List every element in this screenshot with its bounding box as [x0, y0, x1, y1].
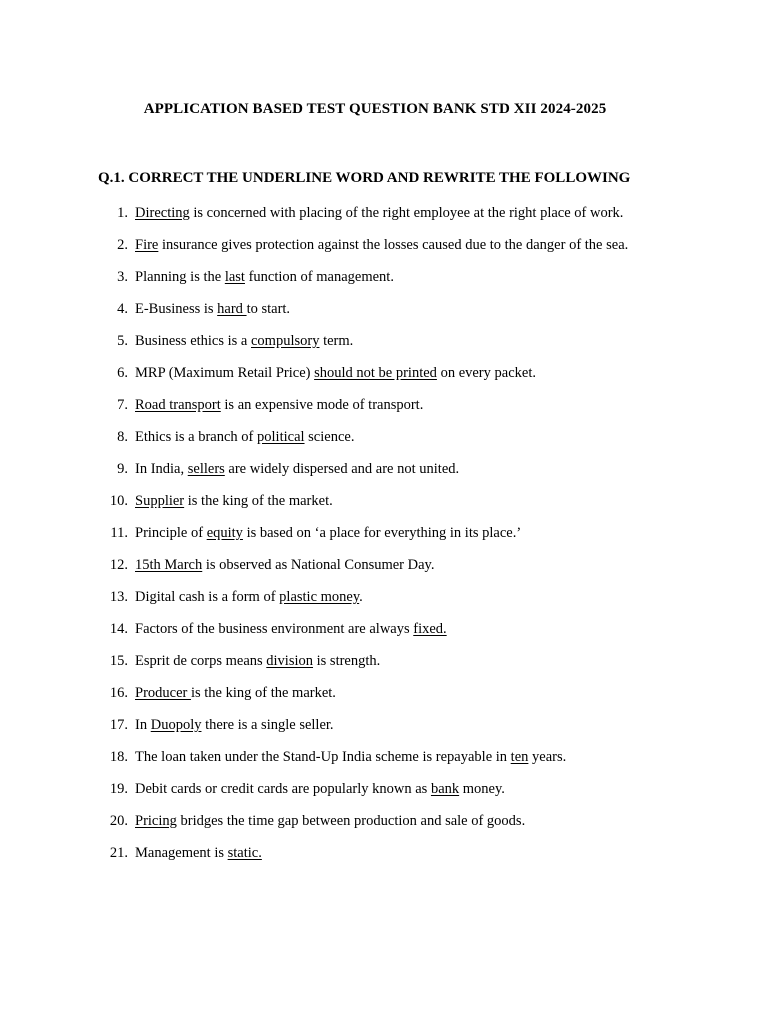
underlined-word: plastic money [279, 589, 360, 605]
question-text [135, 397, 423, 413]
question-item [0, 204, 635, 222]
underlined-word: Supplier [135, 493, 185, 509]
underlined-word: Duopoly [150, 717, 202, 733]
question-item [0, 236, 635, 254]
question-text-before: In [135, 717, 151, 733]
underlined-word: Directing [135, 205, 190, 221]
question-text-before: Ethics is a branch of [135, 429, 258, 445]
question-text-after: science. [304, 429, 355, 445]
document-title: APPLICATION BASED TEST QUESTION BANK STD XII 2024-2025 [143, 101, 607, 117]
question-text-before: Esprit de corps means [135, 653, 267, 669]
question-text [135, 429, 354, 445]
question-number: 4. [117, 301, 128, 317]
question-text [135, 301, 290, 317]
underlined-word: compulsory [251, 333, 320, 349]
question-text [135, 749, 566, 765]
question-number: 9. [117, 461, 128, 477]
question-text-after: is strength. [313, 653, 381, 669]
question-text-before: Principle of [135, 525, 207, 541]
question-text-before: MRP (Maximum Retail Price) [135, 365, 315, 381]
question-text-after: is based on ‘a place for everything in its place.’ [242, 525, 522, 541]
underlined-word: static. [227, 845, 262, 861]
underlined-word: last [224, 269, 245, 285]
question-text [135, 621, 447, 637]
underlined-word: sellers [187, 461, 225, 477]
question-text-after: is concerned with placing of the right employee at the right place of work. [189, 205, 624, 221]
question-text [135, 717, 334, 733]
question-item [0, 300, 635, 318]
question-number: 21. [109, 845, 128, 861]
question-text-after: is the king of the market. [184, 493, 333, 509]
question-text-before: Debit cards or credit cards are popularly known as [135, 781, 431, 797]
question-text-after: function of management. [244, 269, 394, 285]
question-number: 5. [117, 333, 128, 349]
question-text [135, 525, 521, 541]
question-text-after: there is a single seller. [201, 717, 334, 733]
question-text [135, 365, 536, 381]
question-text [135, 781, 505, 797]
underlined-word: political [257, 429, 305, 445]
question-text [135, 845, 262, 861]
question-text-after: are widely dispersed and are not united. [224, 461, 460, 477]
question-text-after: term. [319, 333, 354, 349]
question-text [135, 237, 628, 253]
question-text-before: Digital cash is a form of [135, 589, 280, 605]
question-number: 3. [117, 269, 128, 285]
question-text [135, 205, 623, 221]
question-number: 1. [117, 205, 128, 221]
question-item [0, 652, 635, 670]
question-item [0, 364, 635, 382]
underlined-word: division [266, 653, 314, 669]
question-item [0, 780, 635, 798]
question-number: 10. [109, 493, 128, 509]
question-item [0, 844, 635, 862]
question-text-before: In India, [135, 461, 188, 477]
question-text-before: Business ethics is a [135, 333, 251, 349]
underlined-word: hard [217, 301, 247, 317]
question-text-before: E-Business is [135, 301, 218, 317]
question-number: 13. [109, 589, 128, 605]
underlined-word: Pricing [135, 813, 177, 829]
question-item [0, 396, 635, 414]
question-text [135, 333, 353, 349]
underlined-word: 15th March [135, 557, 203, 573]
question-item [0, 588, 635, 606]
question-item [0, 684, 635, 702]
question-item [0, 460, 635, 478]
question-text [135, 557, 434, 573]
question-text [135, 685, 336, 701]
question-text-after: . [359, 589, 363, 605]
question-item [0, 748, 635, 766]
question-text-after: bridges the time gap between production and sale of goods. [176, 813, 526, 829]
question-number: 11. [110, 525, 128, 541]
question-number: 6. [117, 365, 128, 381]
question-item [0, 332, 635, 350]
question-text-before: Planning is the [135, 269, 225, 285]
question-number: 19. [109, 781, 128, 797]
question-text [135, 813, 525, 829]
question-item [0, 716, 635, 734]
question-text-after: insurance gives protection against the losses caused due to the danger of the sea. [158, 237, 629, 253]
question-number: 7. [117, 397, 128, 413]
question-text-before: Management is [135, 845, 228, 861]
question-item [0, 524, 635, 542]
question-number: 17. [109, 717, 128, 733]
question-number: 15. [109, 653, 128, 669]
question-text-after: years. [528, 749, 567, 765]
question-text [135, 269, 394, 285]
question-item [0, 812, 635, 830]
section-heading: Q.1. CORRECT THE UNDERLINE WORD AND REWRITE THE FOLLOWING [98, 170, 631, 186]
question-item [0, 428, 635, 446]
question-number: 8. [117, 429, 128, 445]
question-text [135, 493, 333, 509]
question-item [0, 620, 635, 638]
underlined-word: ten [510, 749, 529, 765]
question-text [135, 653, 380, 669]
question-item [0, 492, 635, 510]
question-list [0, 204, 768, 876]
question-text-after: is observed as National Consumer Day. [202, 557, 435, 573]
underlined-word: Fire [135, 237, 159, 253]
question-text-before: Factors of the business environment are always [135, 621, 414, 637]
underlined-word: Road transport [135, 397, 221, 413]
question-text-after: is the king of the market. [190, 685, 336, 701]
question-number: 16. [109, 685, 128, 701]
underlined-word: fixed. [413, 621, 447, 637]
question-text-after: money. [459, 781, 505, 797]
underlined-word: should not be printed [314, 365, 437, 381]
question-text-after: is an expensive mode of transport. [220, 397, 424, 413]
question-number: 12. [109, 557, 128, 573]
question-text [135, 461, 459, 477]
question-text-after: to start. [246, 301, 291, 317]
question-number: 14. [109, 621, 128, 637]
question-number: 18. [109, 749, 128, 765]
question-item [0, 556, 635, 574]
question-text-before: The loan taken under the Stand-Up India scheme is repayable in [135, 749, 511, 765]
question-number: 2. [117, 237, 128, 253]
question-item [0, 268, 635, 286]
question-text-after: on every packet. [436, 365, 536, 381]
question-number: 20. [109, 813, 128, 829]
underlined-word: bank [430, 781, 460, 797]
underlined-word: equity [206, 525, 243, 541]
question-text [135, 589, 363, 605]
underlined-word: Producer [135, 685, 191, 701]
